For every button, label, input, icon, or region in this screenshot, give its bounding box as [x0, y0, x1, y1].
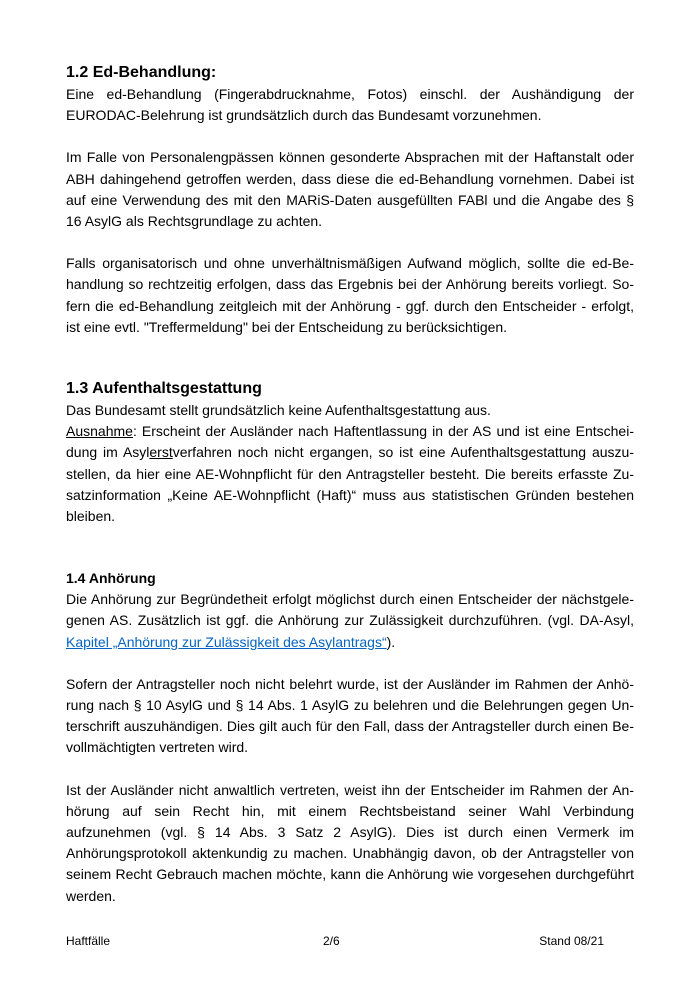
footer-title: Haftfälle [66, 934, 111, 948]
page-number: 2/6 [323, 934, 340, 948]
paragraph: Eine ed-Behandlung (Fingerabdrucknahme, Fotos) einschl. der Aushändigung der EURODAC-Belehrung ist grundsätzlich durch das Bundesamt vorzunehmen. [66, 86, 634, 124]
exception-label: Ausnahme [66, 423, 133, 440]
paragraph: Falls organisatorisch und ohne unverhältnismäßigen Aufwand möglich, sollte die ed-Behandlung so rechtzeitig erfolgen, dass das Ergebnis bei der Anhörung bereits vorliegt. Sofern die ed-Behandlung zeitgleich mit der Anhörung - ggf. durch den Entscheider - erfolgt, ist eine evtl. "Treffermeldung" bei der Entscheidung zu berücksichtigen. [66, 255, 634, 335]
paragraph: Sofern der Antragsteller noch nicht belehrt wurde, ist der Ausländer im Rahmen der Anhörung nach § 10 AsylG und § 14 Abs. 1 AsylG zu belehren und die Belehrungen gegen Unterschrift auszuhändigen. Dies gilt auch für den Fall, dass der Antragsteller durch einen Bevollmächtigten vertreten wird. [66, 675, 634, 756]
footer-version: Stand 08/21 [539, 934, 604, 948]
paragraph: Ist der Ausländer nicht anwaltlich vertreten, weist ihn der Entscheider im Rahmen der Anhörung auf sein Recht hin, mit einem Rechtsbeistand seiner Wahl Verbindung aufzunehmen (vgl. § 14 Abs. 3 Satz 2 AsylG). Dies ist durch einen Vermerk im Anhörungsprotokoll aktenkundig zu machen. Unabhängig davon, ob der Antragsteller von seinem Recht Gebrauch machen möchte, kann die Anhörung wie vorgesehen durchgeführt werden. [66, 781, 634, 904]
paragraph: Im Falle von Personalengpässen können gesonderte Absprachen mit der Haftanstalt oder ABH dahingehend getroffen werden, dass diese die ed-Behandlung vornehmen. Dabei ist auf eine Verwendung des mit den MARiS-Daten ausgefüllten FABl und die Angabe des § 16 AsylG als Rechtsgrundlage zu achten. [66, 149, 634, 230]
paragraph-exception: Ausnahme: Erscheint der Ausländer nach Haftentlassung in der AS und ist eine Entscheidung im Asylerstverfahren noch nicht ergangen, so ist eine Aufenthaltsgestattung auszustellen, da hier eine AE-Wohnpflicht für den Antragsteller besteht. Die bereits erfasste Zusatzinformation „Keine AE-Wohnpflicht (Haft)“ muss aus statistischen Gründen bestehen bleiben. [66, 423, 634, 525]
chapter-link[interactable]: Kapitel „Anhörung zur Zulässigkeit des Asylantrags“ [66, 633, 387, 650]
page-content [66, 62, 634, 907]
section-title-aufenthaltsgestattung: 1.3 Aufenthaltsgestattung [66, 380, 262, 398]
paragraph: Die Anhörung zur Begründetheit erfolgt möglichst durch einen Entscheider der nächstgelegenen AS. Zusätzlich ist ggf. die Anhörung zur Zulässigkeit durchzuführen. (vgl. DA-Asyl, Kapitel „Anhörung zur Zulässigkeit des Asylantrags“). [66, 591, 634, 650]
section-title-ed-behandlung: 1.2 Ed-Behandlung: [66, 64, 217, 81]
underlined-word: erst [149, 444, 173, 461]
section-title-anhoerung: 1.4 Anhörung [66, 570, 156, 587]
paragraph: Das Bundesamt stellt grundsätzlich keine Aufenthaltsgestattung aus. [66, 402, 491, 419]
